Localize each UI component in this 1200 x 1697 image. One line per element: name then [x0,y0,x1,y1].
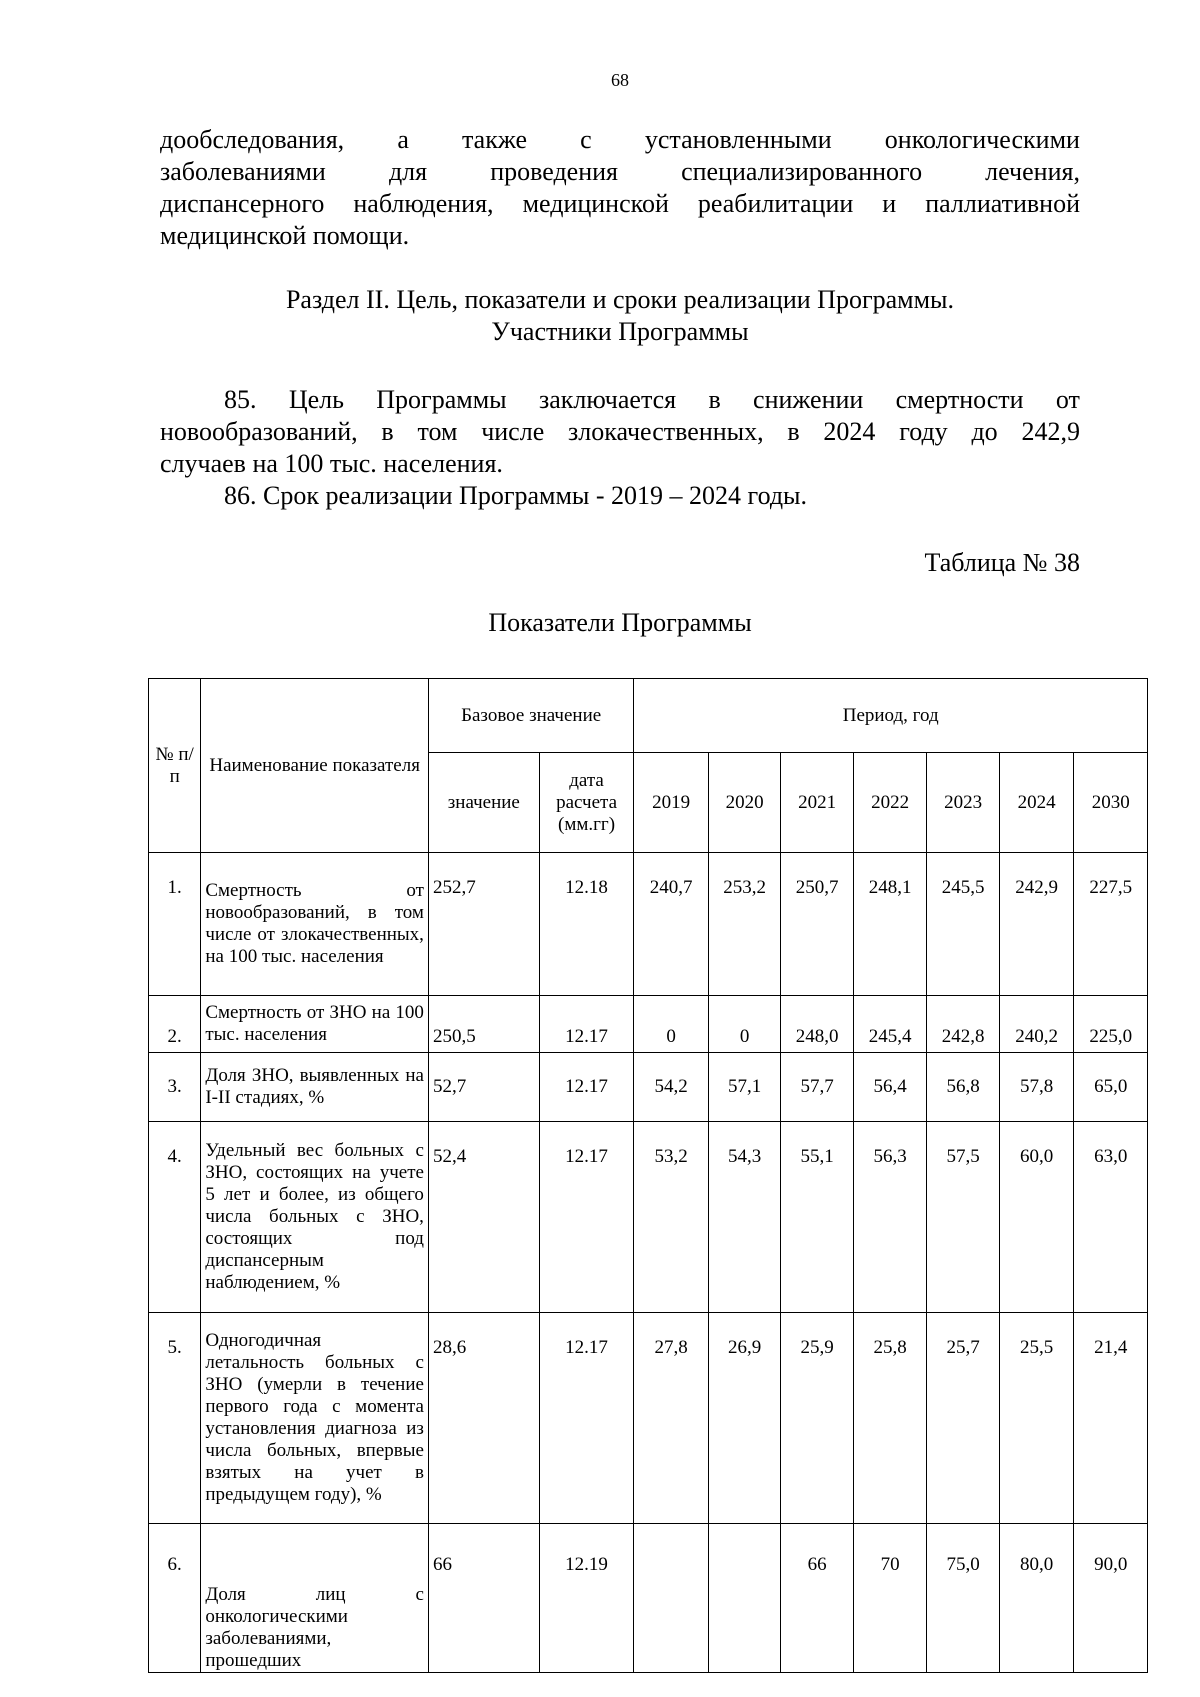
header-num: № п/п [149,679,201,853]
table-row [149,853,1148,996]
word: медицинской [522,189,669,218]
word: и [882,189,897,218]
row-year-value: 25,9 [781,1313,854,1524]
row-indicator-name: Доля ЗНО, выявленных на I-II стадиях, % [201,1053,429,1122]
goal-paragraph [160,384,1080,480]
table-row [149,1313,1148,1524]
table-row [149,1053,1148,1122]
row-base-date: 12.18 [539,853,634,996]
header-date: дата расчета (мм.гг) [539,753,634,853]
row-year-value: 56,4 [853,1053,927,1122]
header-year: 2024 [999,753,1074,853]
row-year-value [634,1524,709,1673]
row-year-value: 57,8 [999,1053,1074,1122]
word: установленными [644,125,832,154]
word: году [899,417,948,446]
goal-line-2 [160,416,1080,448]
row-year-value: 240,2 [999,996,1074,1053]
row-year-value: 57,7 [781,1053,854,1122]
section-title [160,284,1080,348]
row-base-value: 250,5 [428,996,539,1053]
word: наблюдения, [353,189,494,218]
header-year: 2030 [1074,753,1148,853]
word: в [381,417,394,446]
header-year: 2019 [634,753,709,853]
row-year-value: 57,1 [708,1053,781,1122]
header-row-1 [149,679,1148,753]
word: 85. [224,385,257,414]
intro-paragraph [160,124,1080,252]
row-year-value: 80,0 [999,1524,1074,1673]
row-year-value: 253,2 [708,853,781,996]
word: заболеваниями [160,157,326,186]
row-base-date: 12.19 [539,1524,634,1673]
header-year: 2021 [781,753,854,853]
row-base-value: 252,7 [428,853,539,996]
indicators-table [148,678,1148,1673]
row-year-value: 242,8 [927,996,1000,1053]
word: для [388,157,428,186]
word: лечения, [985,157,1080,186]
row-number: 2. [149,996,201,1053]
row-year-value: 54,2 [634,1053,709,1122]
row-base-date: 12.17 [539,1122,634,1313]
table-label: Таблица № 38 [924,548,1080,577]
row-year-value: 55,1 [781,1122,854,1313]
term-paragraph: 86. Срок реализации Программы - 2019 – 2024 годы. [224,481,808,510]
word: новообразований, [160,417,358,446]
word: а [397,125,409,154]
row-base-date: 12.17 [539,1313,634,1524]
word: дообследования, [160,125,345,154]
row-year-value: 227,5 [1074,853,1148,996]
row-year-value: 90,0 [1074,1524,1148,1673]
header-year: 2022 [853,753,927,853]
word: снижении [753,385,864,414]
word: специализированного [681,157,923,186]
word: Программы [376,385,507,414]
row-year-value: 70 [853,1524,927,1673]
word: паллиативной [925,189,1080,218]
word: проведения [490,157,618,186]
header-year: 2023 [927,753,1000,853]
row-indicator-name: Удельный вес больных с ЗНО, состоящих на учете 5 лет и более, из общего числа больных с ЗНО, состоящих под диспансерным наблюдением, % [201,1122,429,1313]
row-year-value: 75,0 [927,1524,1000,1673]
row-year-value: 25,5 [999,1313,1074,1524]
row-year-value: 245,5 [927,853,1000,996]
row-indicator-name: Смертность от новообразований, в том числе от злокачественных, на 100 тыс. населения [201,853,429,996]
word: онкологическими [884,125,1080,154]
row-year-value: 242,9 [999,853,1074,996]
row-indicator-name: Доля лиц с онкологическими заболеваниями, прошедших [201,1524,429,1673]
header-value: значение [428,753,539,853]
table-row [149,996,1148,1053]
word: смертности [895,385,1024,414]
intro-line-3 [160,188,1080,220]
row-base-value: 52,4 [428,1122,539,1313]
row-year-value: 245,4 [853,996,927,1053]
row-year-value: 0 [708,996,781,1053]
word: до [971,417,998,446]
row-year-value: 56,8 [927,1053,1000,1122]
word: 2024 [823,417,876,446]
word: диспансерного [160,189,325,218]
word: от [1055,385,1080,414]
word: в [708,385,721,414]
word: также [462,125,528,154]
word: в [787,417,800,446]
word: злокачественных, [568,417,764,446]
row-year-value: 53,2 [634,1122,709,1313]
page-number: 68 [611,70,629,90]
goal-line-3: случаев на 100 тыс. населения. [160,449,503,478]
row-year-value: 66 [781,1524,854,1673]
word: том [417,417,458,446]
row-number: 4. [149,1122,201,1313]
intro-line-2 [160,156,1080,188]
row-base-value: 28,6 [428,1313,539,1524]
row-year-value: 65,0 [1074,1053,1148,1122]
header-year: 2020 [708,753,781,853]
row-year-value: 248,1 [853,853,927,996]
row-year-value: 0 [634,996,709,1053]
row-year-value: 240,7 [634,853,709,996]
section-title-line-2: Участники Программы [491,317,749,346]
row-year-value: 56,3 [853,1122,927,1313]
header-base-value: Базовое значение [428,679,633,753]
row-year-value: 26,9 [708,1313,781,1524]
header-name: Наименование показателя [201,679,429,853]
row-indicator-name: Одногодичная летальность больных с ЗНО (умерли в течение первого года с момента установления диагноза из числа больных, впервые взятых на учет в предыдущем году), % [201,1313,429,1524]
section-title-line-1: Раздел II. Цель, показатели и сроки реализации Программы. [285,285,955,314]
word: Цель [288,385,344,414]
row-base-value: 66 [428,1524,539,1673]
row-year-value: 250,7 [781,853,854,996]
row-number: 3. [149,1053,201,1122]
table-title: Показатели Программы [488,608,752,637]
intro-line-1 [160,124,1080,156]
row-indicator-name: Смертность от ЗНО на 100 тыс. населения [201,996,429,1053]
word: 242,9 [1021,417,1080,446]
row-number: 5. [149,1313,201,1524]
row-base-value: 52,7 [428,1053,539,1122]
goal-line-1 [160,384,1080,416]
row-year-value: 248,0 [781,996,854,1053]
header-period: Период, год [634,679,1148,753]
row-year-value [708,1524,781,1673]
table-row [149,1524,1148,1673]
table-row [149,1122,1148,1313]
word: заключается [538,385,677,414]
word: с [580,125,592,154]
row-number: 1. [149,853,201,996]
row-year-value: 63,0 [1074,1122,1148,1313]
word: числе [481,417,545,446]
row-year-value: 57,5 [927,1122,1000,1313]
row-year-value: 25,8 [853,1313,927,1524]
row-base-date: 12.17 [539,1053,634,1122]
row-year-value: 60,0 [999,1122,1074,1313]
row-year-value: 21,4 [1074,1313,1148,1524]
row-number: 6. [149,1524,201,1673]
intro-line-4: медицинской помощи. [160,221,410,250]
word: реабилитации [697,189,854,218]
row-year-value: 225,0 [1074,996,1148,1053]
row-year-value: 27,8 [634,1313,709,1524]
row-year-value: 54,3 [708,1122,781,1313]
row-base-date: 12.17 [539,996,634,1053]
row-year-value: 25,7 [927,1313,1000,1524]
